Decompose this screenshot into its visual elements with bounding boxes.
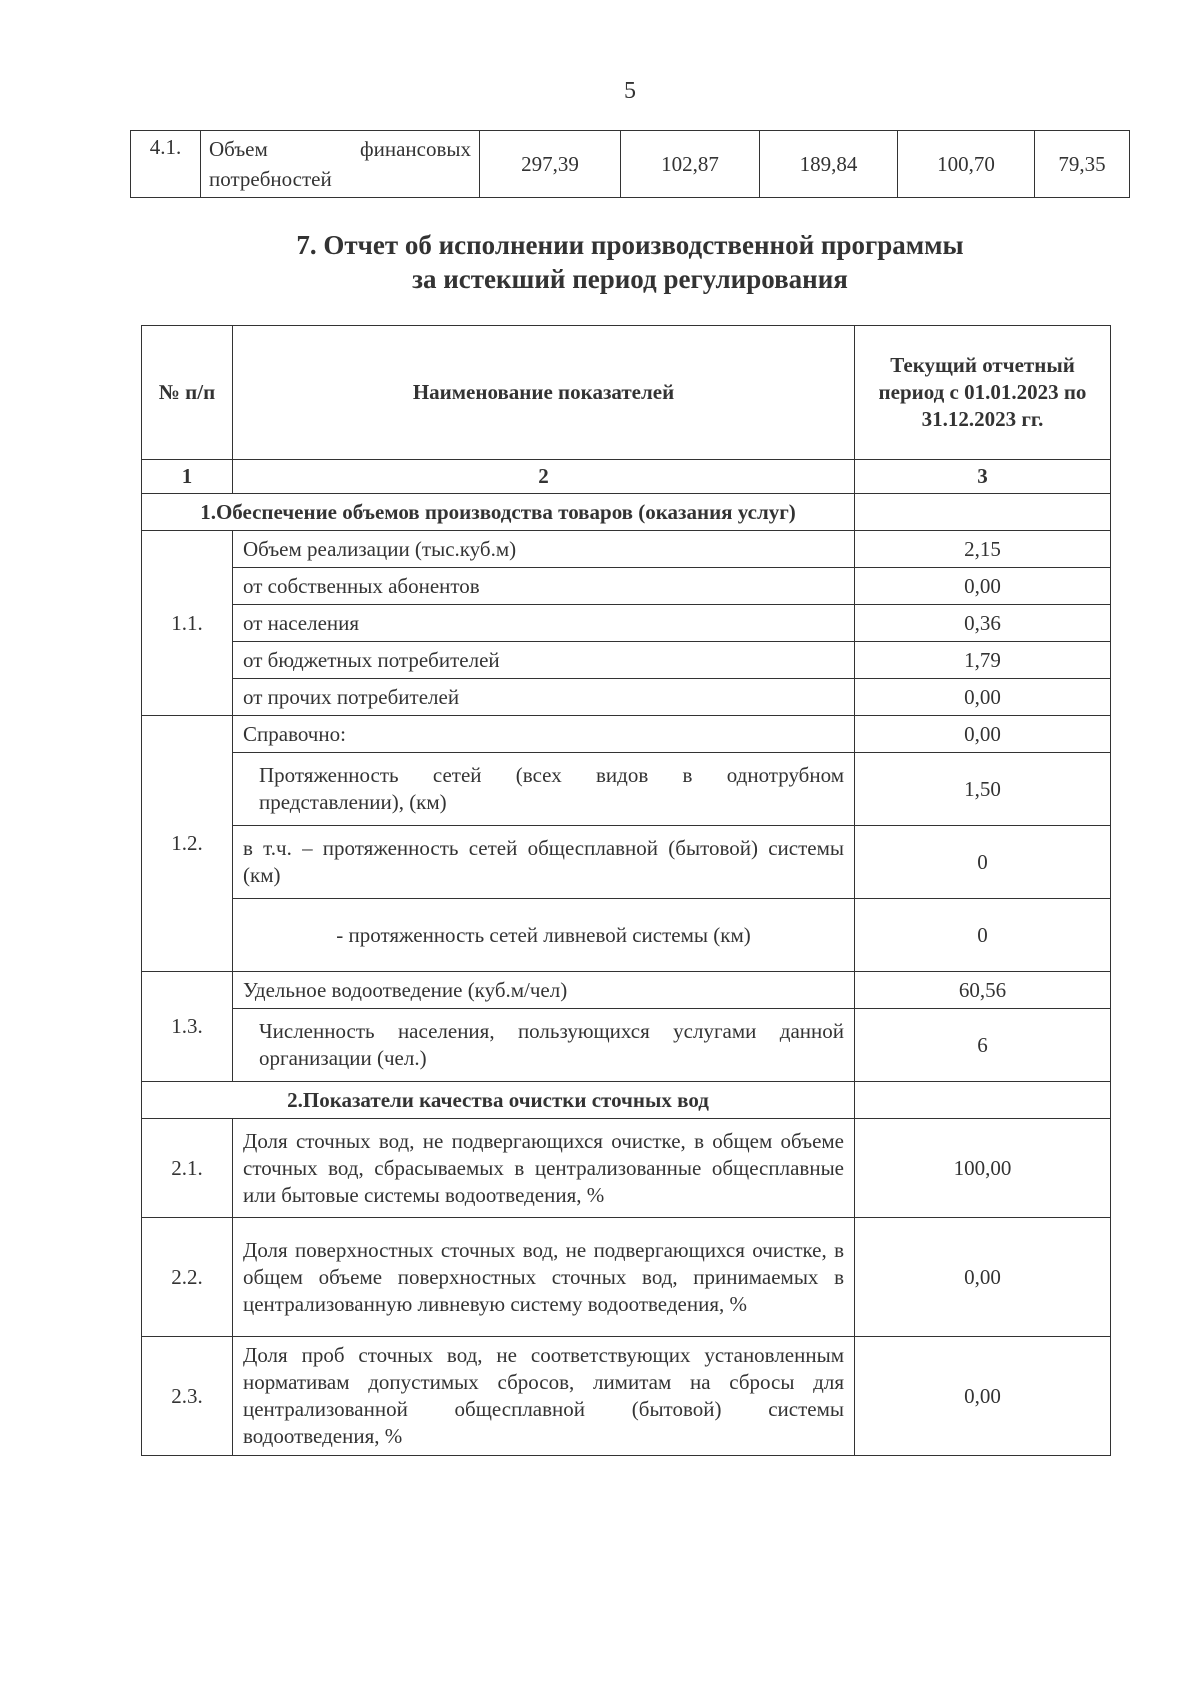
row-name: Объем финансовых потребностей	[201, 131, 480, 198]
empty-cell	[855, 494, 1111, 531]
row-number: 2.1.	[142, 1119, 233, 1218]
indicator-value: 6	[855, 1009, 1111, 1082]
indicator-value: 0	[855, 899, 1111, 972]
title-line: 7. Отчет об исполнении производственной программы	[296, 230, 964, 260]
section-row	[142, 494, 1111, 531]
table-row	[131, 131, 1130, 198]
group-number: 1.1.	[142, 531, 233, 716]
indicator-value: 2,15	[855, 531, 1111, 568]
indicator-name: - протяженность сетей ливневой системы (км)	[233, 899, 855, 972]
table-row	[142, 1218, 1111, 1337]
value-cell: 102,87	[621, 131, 760, 198]
table-row	[142, 716, 1111, 753]
production-program-table	[141, 325, 1111, 1456]
header-col-period: Текущий отчетный период с 01.01.2023 по 31.12.2023 гг.	[855, 326, 1111, 460]
index-cell: 1	[142, 460, 233, 494]
row-number: 2.3.	[142, 1337, 233, 1456]
section-heading: 1.Обеспечение объемов производства товаров (оказания услуг)	[142, 494, 855, 531]
financial-needs-table	[130, 130, 1130, 198]
indicator-name: Доля поверхностных сточных вод, не подвергающихся очистке, в общем объеме поверхностных сточных вод, принимаемых в централизованную ливневую систему водоотведения, %	[233, 1218, 855, 1337]
indicator-name: от собственных абонентов	[233, 568, 855, 605]
table-row	[142, 1009, 1111, 1082]
indicator-name: в т.ч. – протяженность сетей общесплавной (бытовой) системы (км)	[233, 826, 855, 899]
index-cell: 2	[233, 460, 855, 494]
index-cell: 3	[855, 460, 1111, 494]
table-row	[142, 1119, 1111, 1218]
table-row	[142, 972, 1111, 1009]
header-col-name: Наименование показателей	[233, 326, 855, 460]
table-row	[142, 1337, 1111, 1456]
indicator-name: Численность населения, пользующихся услугами данной организации (чел.)	[233, 1009, 855, 1082]
indicator-value: 0,00	[855, 568, 1111, 605]
index-row	[142, 460, 1111, 494]
indicator-name: от прочих потребителей	[233, 679, 855, 716]
group-number: 1.2.	[142, 716, 233, 972]
indicator-value: 0,00	[855, 1337, 1111, 1456]
indicator-value: 0,00	[855, 716, 1111, 753]
table-row	[142, 899, 1111, 972]
header-col-number: № п/п	[142, 326, 233, 460]
table-row	[142, 605, 1111, 642]
indicator-name: Объем реализации (тыс.куб.м)	[233, 531, 855, 568]
value-cell: 297,39	[480, 131, 621, 198]
value-cell: 189,84	[760, 131, 898, 198]
row-number: 4.1.	[131, 131, 201, 198]
indicator-name: Справочно:	[233, 716, 855, 753]
indicator-name: Протяженность сетей (всех видов в однотрубном представлении), (км)	[233, 753, 855, 826]
empty-cell	[855, 1082, 1111, 1119]
table-row	[142, 568, 1111, 605]
row-number: 2.2.	[142, 1218, 233, 1337]
indicator-name: от бюджетных потребителей	[233, 642, 855, 679]
table-row	[142, 753, 1111, 826]
page-number: 5	[624, 78, 636, 104]
group-number: 1.3.	[142, 972, 233, 1082]
table-row	[142, 531, 1111, 568]
table-row	[142, 826, 1111, 899]
table-row	[142, 679, 1111, 716]
indicator-name: Удельное водоотведение (куб.м/чел)	[233, 972, 855, 1009]
indicator-value: 1,79	[855, 642, 1111, 679]
indicator-value: 60,56	[855, 972, 1111, 1009]
header-row	[142, 326, 1111, 460]
indicator-value: 0	[855, 826, 1111, 899]
section-title	[0, 228, 1200, 296]
indicator-value: 100,00	[855, 1119, 1111, 1218]
indicator-value: 1,50	[855, 753, 1111, 826]
section-row	[142, 1082, 1111, 1119]
indicator-name: от населения	[233, 605, 855, 642]
value-cell: 100,70	[898, 131, 1035, 198]
title-line: за истекший период регулирования	[412, 264, 848, 294]
table-row	[142, 642, 1111, 679]
indicator-name: Доля сточных вод, не подвергающихся очистке, в общем объеме сточных вод, сбрасываемых в централизованные общесплавные или бытовые системы водоотведения, %	[233, 1119, 855, 1218]
value-cell: 79,35	[1035, 131, 1130, 198]
indicator-value: 0,36	[855, 605, 1111, 642]
indicator-value: 0,00	[855, 679, 1111, 716]
indicator-name: Доля проб сточных вод, не соответствующих установленным нормативам допустимых сбросов, лимитам на сбросы для централизованной общесплавной (бытовой) системы водоотведения, %	[233, 1337, 855, 1456]
section-heading: 2.Показатели качества очистки сточных вод	[142, 1082, 855, 1119]
indicator-value: 0,00	[855, 1218, 1111, 1337]
